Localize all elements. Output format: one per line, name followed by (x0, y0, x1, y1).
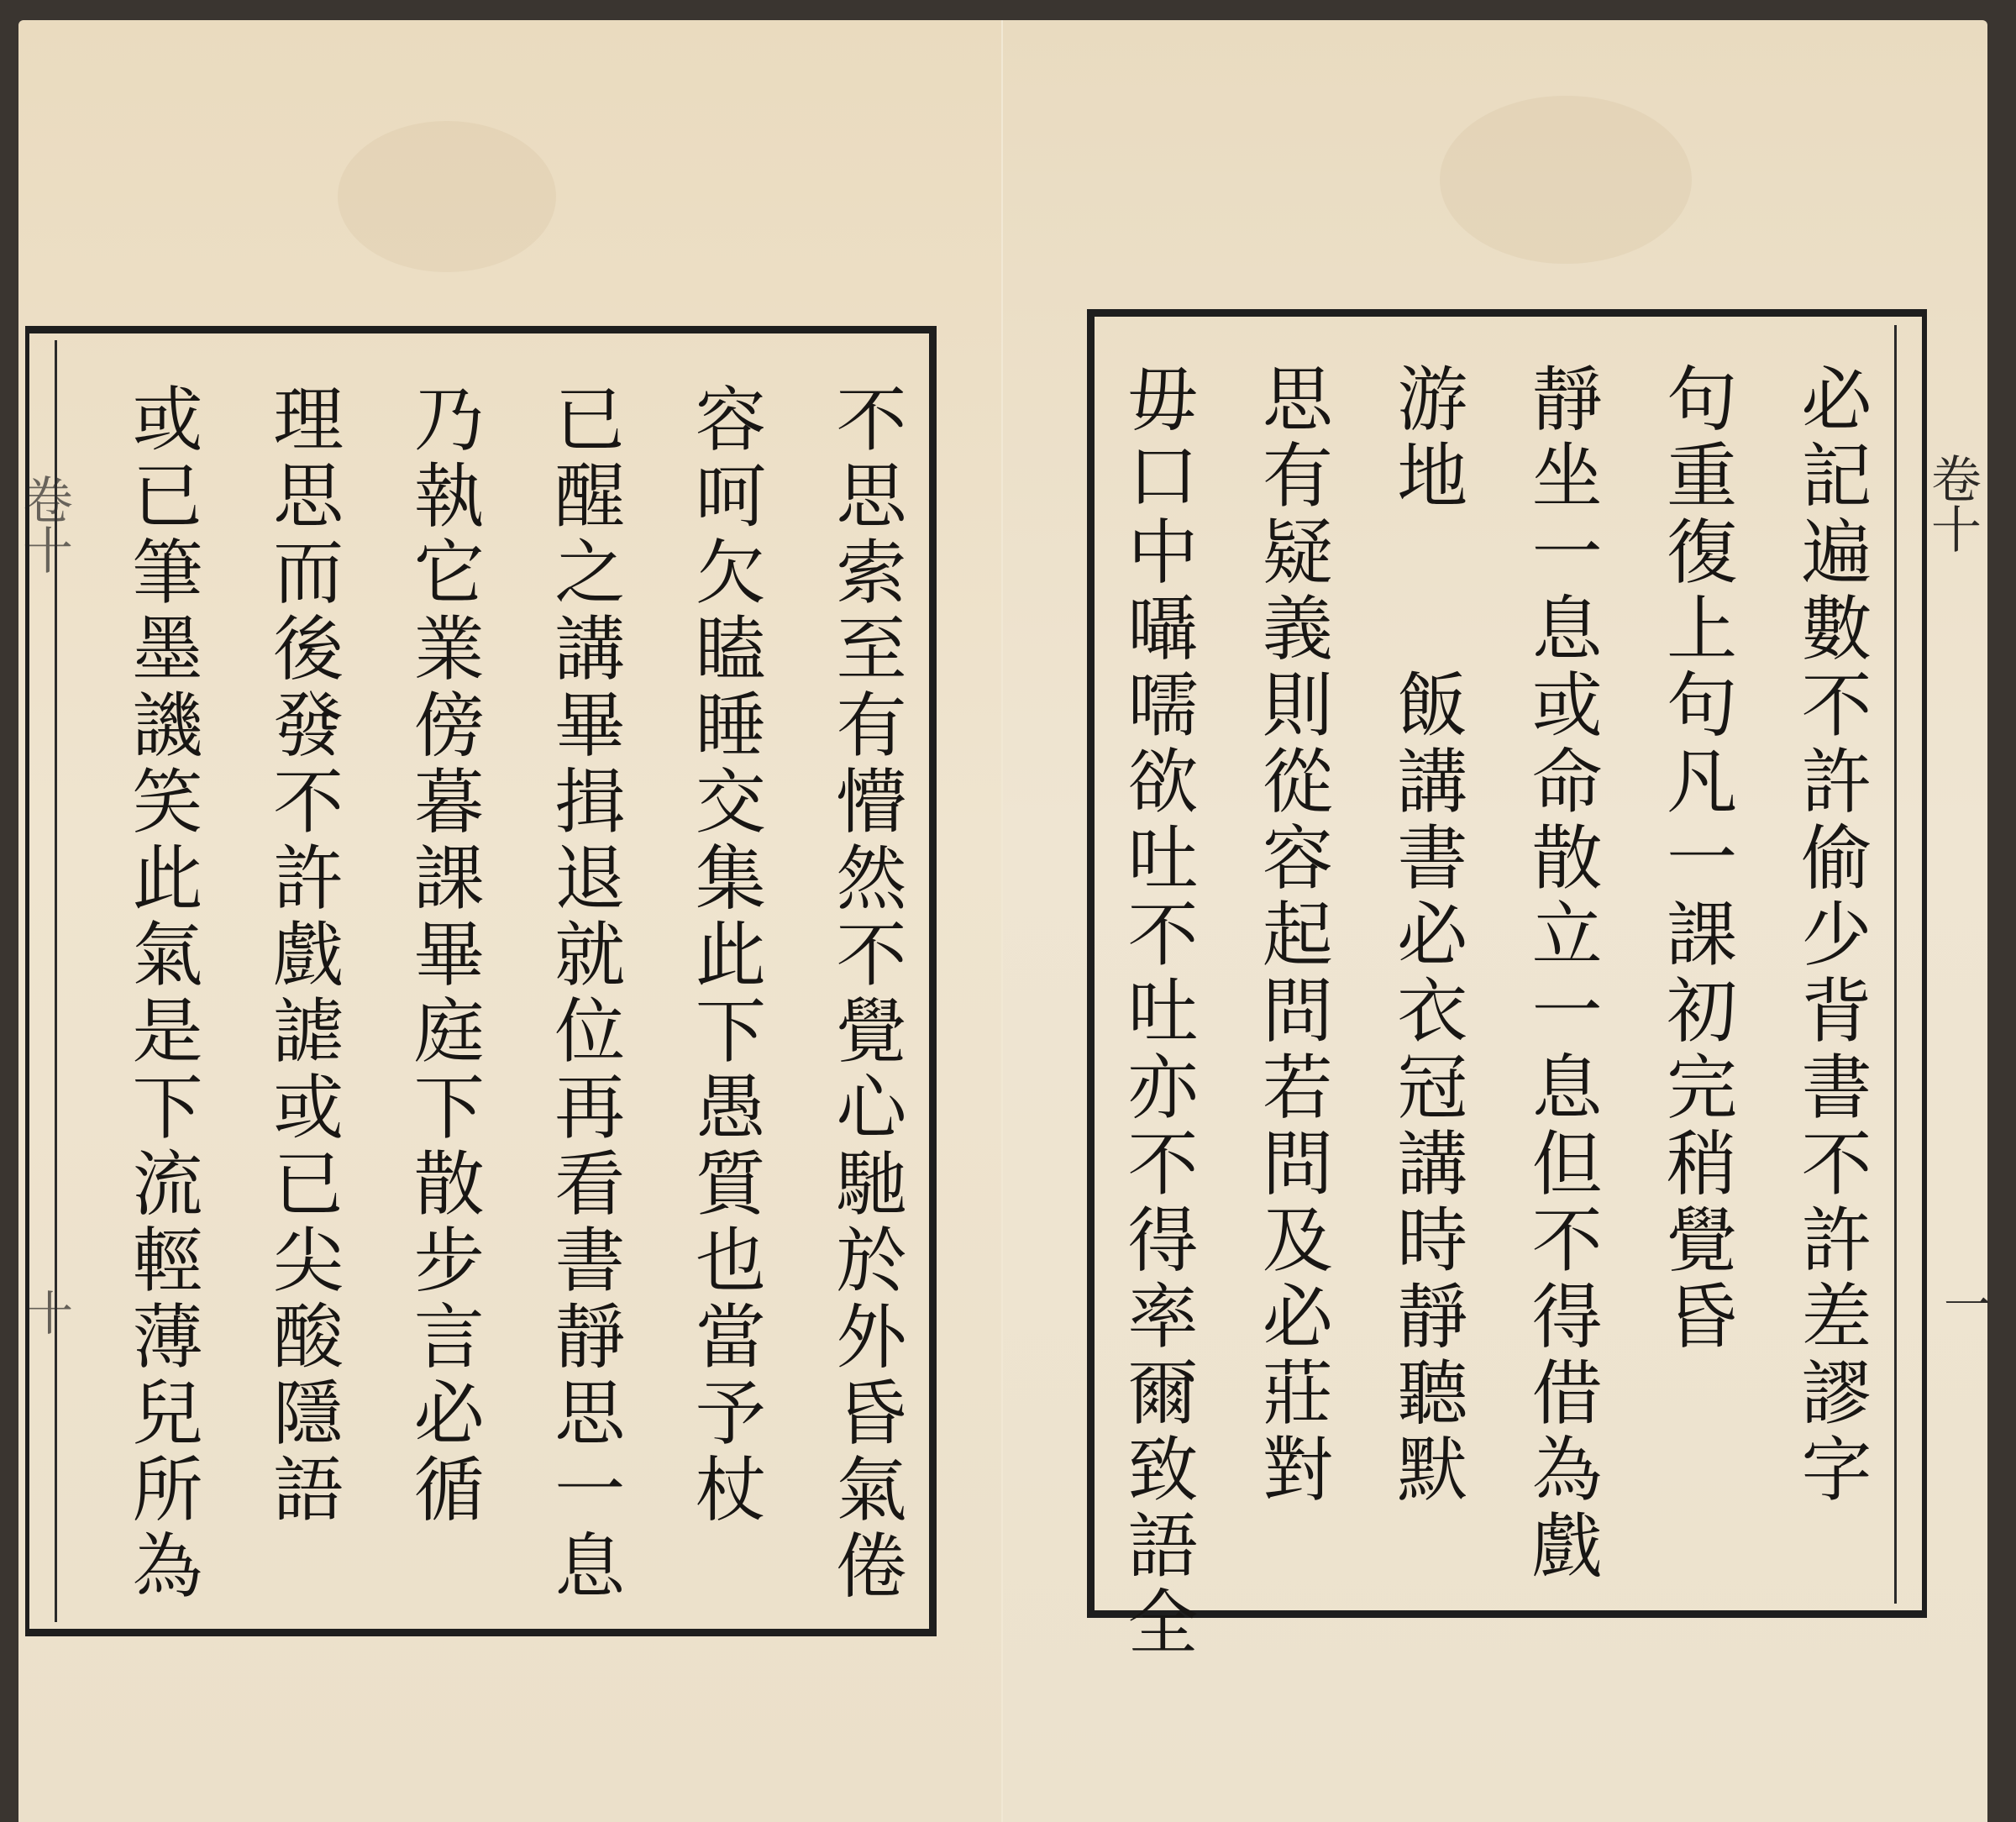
text-column: 游地 飯講書必衣冠講時靜聽默 (1385, 362, 1468, 1509)
text-column: 理思而後發不許戲謔或已尖酸隱語 (261, 382, 344, 1529)
left-inner-rule (55, 340, 929, 1622)
paper-stain (338, 121, 556, 272)
left-margin-page-number: 十 (18, 1289, 73, 1336)
left-margin-chapter-mark: 卷十 (14, 474, 73, 575)
text-column: 容呵欠瞌睡交集此下愚質也當予杖 (684, 382, 767, 1529)
text-column: 或已筆墨譏笑此氣是下流輕薄兒所為 (121, 382, 203, 1605)
paper-stain (1440, 96, 1692, 264)
text-column: 句重復上句凡一課初完稍覺昏 (1655, 362, 1738, 1356)
left-page (14, 20, 1001, 1822)
right-text-frame (1087, 309, 1927, 1662)
right-inner-rule (1095, 325, 1897, 1662)
text-column: 必記遍數不許偷少背書不許差謬字 (1789, 362, 1872, 1509)
text-column: 思有疑義則從容起問若問及必莊對 (1251, 362, 1334, 1509)
text-column: 乃執它業傍暮課畢庭下散步言必循 (402, 382, 486, 1529)
left-text-frame (25, 326, 937, 1636)
right-text-columns (1095, 325, 1894, 1662)
text-column: 已醒之講畢揖退就位再看書靜思一息 (543, 382, 626, 1605)
text-column: 靜坐一息或命散立一息但不得借為戲 (1520, 362, 1604, 1585)
right-margin-chapter-mark: 卷十 (1923, 453, 1982, 554)
text-column: 不思索至有懵然不覺心馳於外昏氣倦 (824, 382, 907, 1605)
right-margin-page-number: 一 (1936, 1280, 1991, 1327)
text-column: 毋口中囁嚅欲吐不吐亦不得率爾致語全 (1116, 362, 1199, 1662)
left-text-columns (99, 340, 929, 1622)
right-page (1003, 20, 1991, 1822)
